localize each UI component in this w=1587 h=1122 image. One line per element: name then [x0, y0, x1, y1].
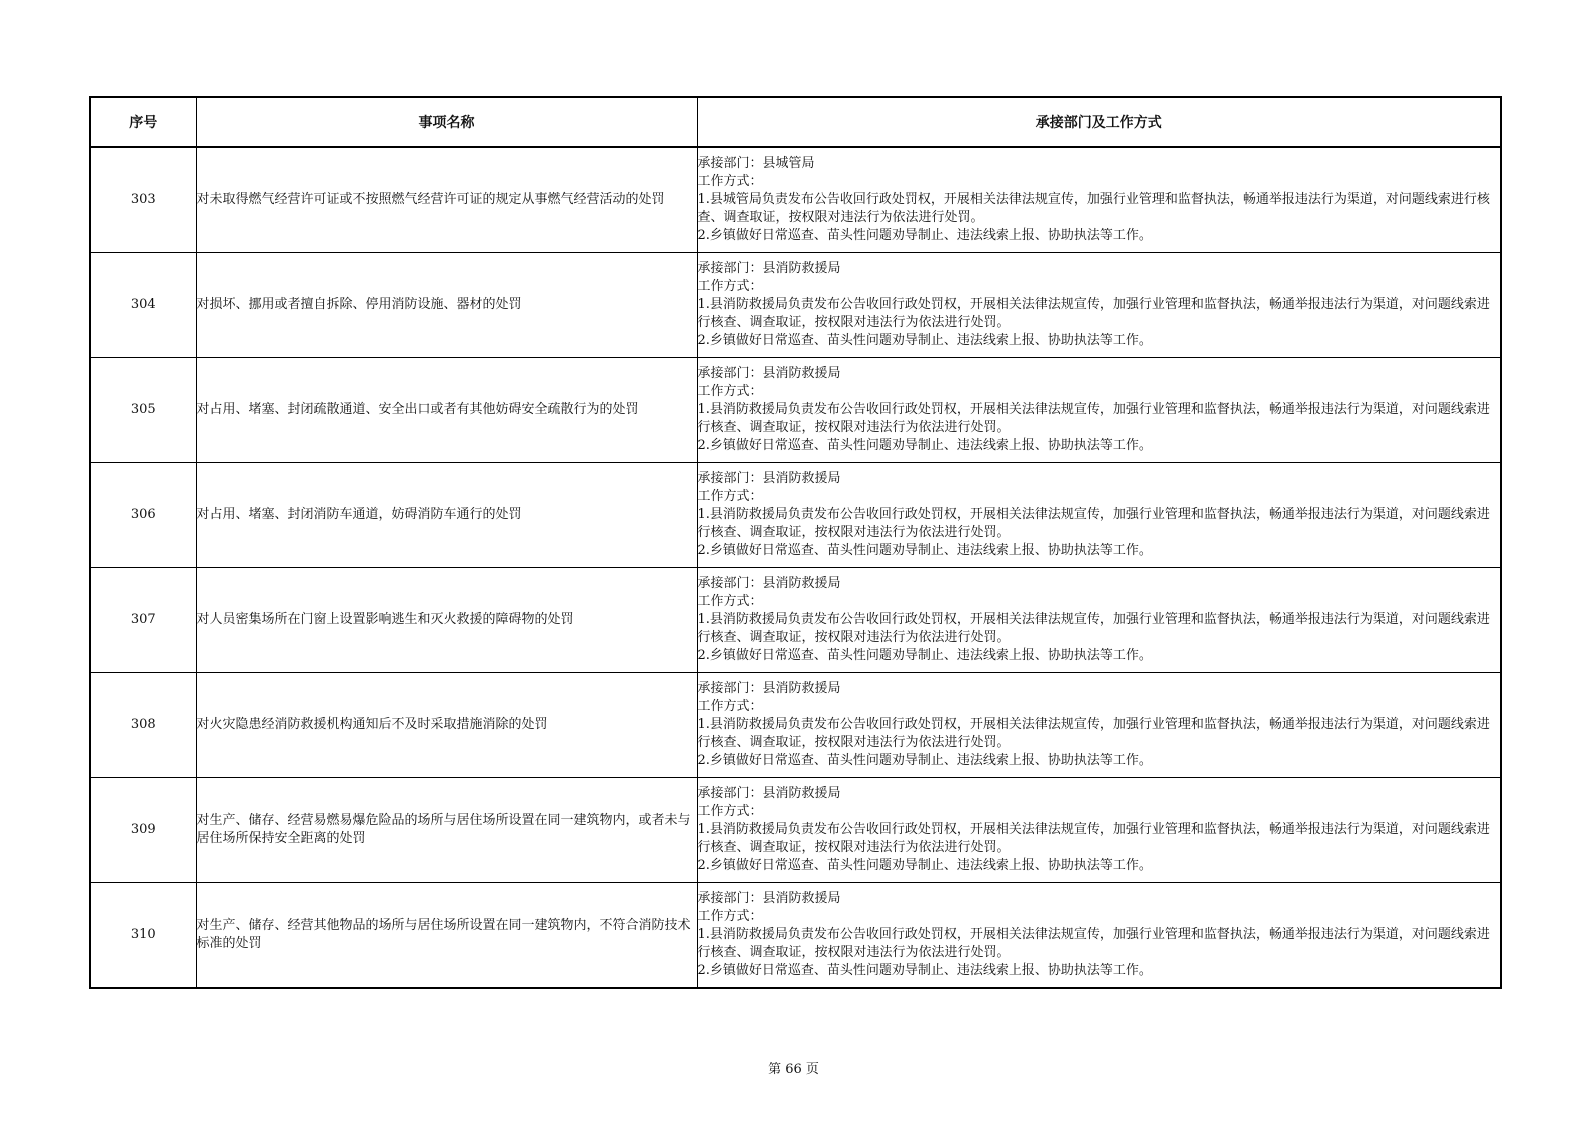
item-number: 304: [90, 253, 196, 358]
method-step-2: 2.乡镇做好日常巡查、苗头性问题劝导制止、违法线索上报、协助执法等工作。: [697, 228, 1152, 243]
item-number: 309: [90, 778, 196, 883]
method-step-2: 2.乡镇做好日常巡查、苗头性问题劝导制止、违法线索上报、协助执法等工作。: [697, 753, 1152, 768]
method-step-2: 2.乡镇做好日常巡查、苗头性问题劝导制止、违法线索上报、协助执法等工作。: [697, 333, 1152, 348]
method-step-1: 1.县城管局负责发布公告收回行政处罚权，开展相关法律法规宣传，加强行业管理和监督执法，畅通举报违法行为渠道，对问题线索进行核查、调查取证，按权限对违法行为依法进行处罚。: [697, 192, 1490, 225]
method-step-1: 1.县消防救援局负责发布公告收回行政处罚权，开展相关法律法规宣传，加强行业管理和监督执法，畅通举报违法行为渠道，对问题线索进行核查、调查取证，按权限对违法行为依法进行处罚。: [697, 822, 1490, 855]
method-step-1: 1.县消防救援局负责发布公告收回行政处罚权，开展相关法律法规宣传，加强行业管理和监督执法，畅通举报违法行为渠道，对问题线索进行核查、调查取证，按权限对违法行为依法进行处罚。: [697, 507, 1490, 540]
dept-line: 承接部门：县消防救援局: [697, 786, 841, 801]
item-number: 305: [90, 358, 196, 463]
item-dept-method: [697, 883, 1501, 989]
table-row: [90, 568, 1501, 673]
item-name: 对人员密集场所在门窗上设置影响逃生和灭火救援的障碍物的处罚: [196, 568, 697, 673]
item-dept-method: [697, 568, 1501, 673]
dept-line: 承接部门：县消防救援局: [697, 681, 841, 696]
method-step-1: 1.县消防救援局负责发布公告收回行政处罚权，开展相关法律法规宣传，加强行业管理和监督执法，畅通举报违法行为渠道，对问题线索进行核查、调查取证，按权限对违法行为依法进行处罚。: [697, 612, 1490, 645]
method-step-2: 2.乡镇做好日常巡查、苗头性问题劝导制止、违法线索上报、协助执法等工作。: [697, 648, 1152, 663]
header-dept: 承接部门及工作方式: [697, 97, 1501, 147]
page-number: 第 66 页: [768, 1062, 819, 1077]
item-name: 对占用、堵塞、封闭疏散通道、安全出口或者有其他妨碍安全疏散行为的处罚: [196, 358, 697, 463]
item-name: 对损坏、挪用或者擅自拆除、停用消防设施、器材的处罚: [196, 253, 697, 358]
table-row: [90, 463, 1501, 568]
item-name: 对未取得燃气经营许可证或不按照燃气经营许可证的规定从事燃气经营活动的处罚: [196, 147, 697, 253]
method-step-2: 2.乡镇做好日常巡查、苗头性问题劝导制止、违法线索上报、协助执法等工作。: [697, 858, 1152, 873]
item-name: 对生产、储存、经营易燃易爆危险品的场所与居住场所设置在同一建筑物内，或者未与居住场所保持安全距离的处罚: [196, 778, 697, 883]
method-label: 工作方式：: [697, 699, 763, 714]
item-number: 310: [90, 883, 196, 989]
method-step-1: 1.县消防救援局负责发布公告收回行政处罚权，开展相关法律法规宣传，加强行业管理和监督执法，畅通举报违法行为渠道，对问题线索进行核查、调查取证，按权限对违法行为依法进行处罚。: [697, 717, 1490, 750]
method-step-2: 2.乡镇做好日常巡查、苗头性问题劝导制止、违法线索上报、协助执法等工作。: [697, 963, 1152, 978]
table-row: [90, 883, 1501, 989]
item-dept-method: [697, 778, 1501, 883]
item-number: 306: [90, 463, 196, 568]
item-dept-method: [697, 147, 1501, 253]
item-dept-method: [697, 463, 1501, 568]
item-name: 对火灾隐患经消防救援机构通知后不及时采取措施消除的处罚: [196, 673, 697, 778]
method-label: 工作方式：: [697, 594, 763, 609]
table-row: [90, 778, 1501, 883]
dept-line: 承接部门：县消防救援局: [697, 576, 841, 591]
method-label: 工作方式：: [697, 384, 763, 399]
dept-line: 承接部门：县消防救援局: [697, 471, 841, 486]
table-row: [90, 147, 1501, 253]
header-row: [90, 97, 1501, 147]
item-number: 307: [90, 568, 196, 673]
table-row: [90, 253, 1501, 358]
method-step-2: 2.乡镇做好日常巡查、苗头性问题劝导制止、违法线索上报、协助执法等工作。: [697, 438, 1152, 453]
header-no: 序号: [90, 97, 196, 147]
dept-line: 承接部门：县消防救援局: [697, 261, 841, 276]
dept-line: 承接部门：县消防救援局: [697, 891, 841, 906]
dept-line: 承接部门：县消防救援局: [697, 366, 841, 381]
method-label: 工作方式：: [697, 909, 763, 924]
table-row: [90, 358, 1501, 463]
method-label: 工作方式：: [697, 804, 763, 819]
item-name: 对占用、堵塞、封闭消防车通道，妨碍消防车通行的处罚: [196, 463, 697, 568]
dept-line: 承接部门：县城管局: [697, 156, 815, 171]
items-table: [89, 96, 1502, 989]
item-dept-method: [697, 253, 1501, 358]
method-step-2: 2.乡镇做好日常巡查、苗头性问题劝导制止、违法线索上报、协助执法等工作。: [697, 543, 1152, 558]
method-label: 工作方式：: [697, 489, 763, 504]
method-step-1: 1.县消防救援局负责发布公告收回行政处罚权，开展相关法律法规宣传，加强行业管理和监督执法，畅通举报违法行为渠道，对问题线索进行核查、调查取证，按权限对违法行为依法进行处罚。: [697, 402, 1490, 435]
table-row: [90, 673, 1501, 778]
method-label: 工作方式：: [697, 174, 763, 189]
item-number: 303: [90, 147, 196, 253]
item-name: 对生产、储存、经营其他物品的场所与居住场所设置在同一建筑物内，不符合消防技术标准的处罚: [196, 883, 697, 989]
header-name: 事项名称: [196, 97, 697, 147]
method-step-1: 1.县消防救援局负责发布公告收回行政处罚权，开展相关法律法规宣传，加强行业管理和监督执法，畅通举报违法行为渠道，对问题线索进行核查、调查取证，按权限对违法行为依法进行处罚。: [697, 297, 1490, 330]
item-dept-method: [697, 358, 1501, 463]
method-label: 工作方式：: [697, 279, 763, 294]
item-dept-method: [697, 673, 1501, 778]
item-number: 308: [90, 673, 196, 778]
method-step-1: 1.县消防救援局负责发布公告收回行政处罚权，开展相关法律法规宣传，加强行业管理和监督执法，畅通举报违法行为渠道，对问题线索进行核查、调查取证，按权限对违法行为依法进行处罚。: [697, 927, 1490, 960]
